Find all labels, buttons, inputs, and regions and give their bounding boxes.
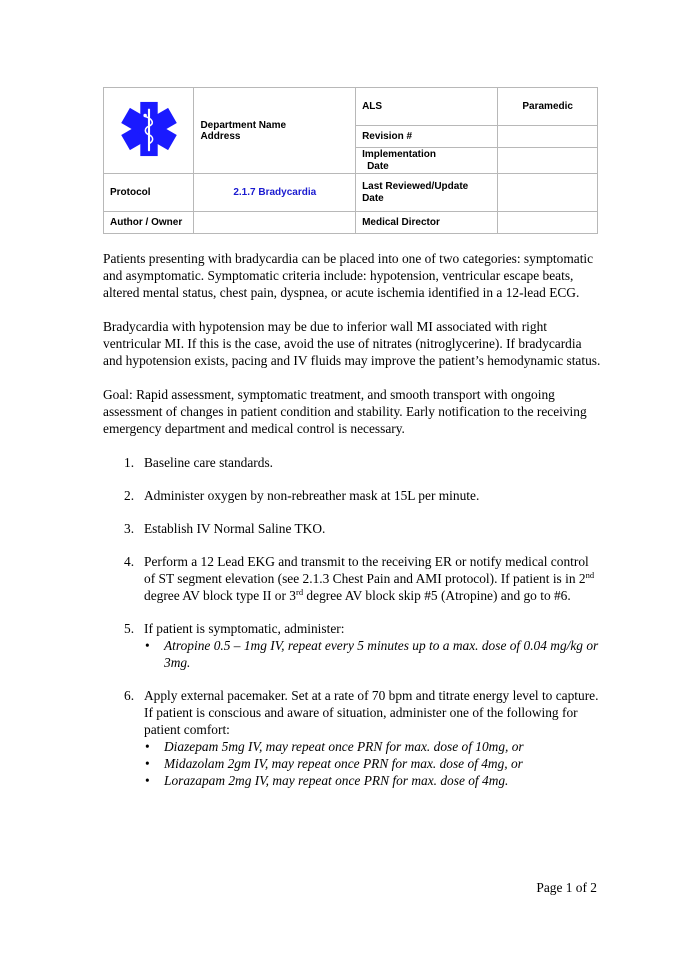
step-text: Establish IV Normal Saline TKO. (144, 521, 326, 536)
intro-paragraph: Patients presenting with bradycardia can be placed into one of two categories: symptomatic and asymptomatic. Symptomatic criteria include: hypotension, ventricular escape beats, altered mental status, chest pain, dyspnea, or acute ischemia identified in a 12-lead ECG. (103, 251, 594, 300)
step-5 (103, 620, 603, 671)
drug-item-diazepam (144, 738, 603, 755)
last-reviewed-label-line1: Last Reviewed/Update (362, 180, 469, 192)
step-text: Baseline care standards. (144, 455, 274, 470)
drug-text: Atropine 0.5 – 1mg IV, repeat every 5 minutes up to a max. dose of 0.04 mg/kg or 3mg. (164, 638, 599, 670)
step-text: Apply external pacemaker. Set at a rate of 70 bpm and titrate energy level to capture. If patient is conscious and aware of situation, administer one of the following for patient comfort: (144, 688, 599, 737)
step-number: 6. (124, 688, 135, 703)
bullet-icon: • (145, 739, 150, 754)
step-6 (103, 687, 603, 789)
bullet-icon: • (145, 638, 150, 653)
drug-text: Diazepam 5mg IV, may repeat once PRN for max. dose of 10mg, or (164, 739, 524, 754)
drug-list (144, 738, 603, 789)
step-1 (103, 454, 603, 471)
hypotension-paragraph: Bradycardia with hypotension may be due to inferior wall MI associated with right ventricular MI. If this is the case, avoid the use of nitrates (nitroglycerine). If bradycardia and hypotension exists, pacing and IV fluids may improve the patient’s hemodynamic status. (103, 319, 601, 368)
step-number: 2. (124, 488, 135, 503)
treatment-steps (103, 454, 603, 789)
revision-value (498, 126, 598, 148)
step-text: If patient is symptomatic, administer: (144, 621, 345, 636)
step-number: 5. (124, 621, 135, 636)
step-number: 4. (124, 554, 135, 569)
drug-item-atropine (144, 637, 603, 671)
ordinal-suffix: nd (585, 570, 595, 580)
goal-paragraph: Goal: Rapid assessment, symptomatic treatment, and smooth transport with ongoing assessment of changes in patient condition and stability. Early notification to the receiving emergency department and medical control is necessary. (103, 387, 587, 436)
ordinal-suffix: rd (295, 587, 304, 597)
implementation-label-line1: Implementation (362, 148, 436, 160)
author-value (194, 212, 356, 234)
revision-label: Revision # (356, 126, 498, 148)
department-address: Address (200, 130, 241, 142)
step-number: 1. (124, 455, 135, 470)
step-4 (103, 553, 603, 604)
protocol-body (103, 250, 603, 805)
step-text-part: degree AV block skip #5 (Atropine) and go to #6. (303, 588, 571, 603)
als-label: ALS (356, 88, 498, 126)
last-reviewed-label-line2: Date (362, 192, 384, 204)
star-of-life-icon (120, 100, 178, 158)
protocol-header-table (103, 87, 598, 234)
bullet-icon: • (145, 756, 150, 771)
step-number: 3. (124, 521, 135, 536)
paramedic-label: Paramedic (498, 88, 598, 126)
bullet-icon: • (145, 773, 150, 788)
step-2 (103, 487, 603, 504)
protocol-name: 2.1.7 Bradycardia (194, 174, 356, 212)
drug-item-lorazapam (144, 772, 603, 789)
last-reviewed-value (498, 174, 598, 212)
drug-list (144, 637, 603, 671)
drug-item-midazolam (144, 755, 603, 772)
drug-text: Lorazapam 2mg IV, may repeat once PRN for max. dose of 4mg. (164, 773, 509, 788)
medical-director-value (498, 212, 598, 234)
step-text (144, 554, 594, 603)
protocol-label: Protocol (104, 174, 194, 212)
step-text-part: degree AV block type II or 3 (144, 588, 296, 603)
author-label: Author / Owner (104, 212, 194, 234)
last-reviewed-label (356, 174, 498, 212)
step-text: Administer oxygen by non-rebreather mask at 15L per minute. (144, 488, 480, 503)
department-name: Department Name (200, 119, 287, 131)
drug-text: Midazolam 2gm IV, may repeat once PRN for max. dose of 4mg, or (164, 756, 523, 771)
page-number: Page 1 of 2 (536, 880, 597, 895)
department-cell (194, 88, 356, 174)
implementation-date-value (498, 148, 598, 174)
step-text-part: Perform a 12 Lead EKG and transmit to the receiving ER or notify medical control of ST segment elevation (see 2.1.3 Chest Pain and AMI protocol). If patient is in 2 (144, 554, 589, 586)
medical-director-label: Medical Director (356, 212, 498, 234)
implementation-label-line2: Date (367, 160, 389, 172)
star-of-life-logo (104, 88, 194, 174)
implementation-date-label (356, 148, 498, 174)
step-3 (103, 520, 603, 537)
